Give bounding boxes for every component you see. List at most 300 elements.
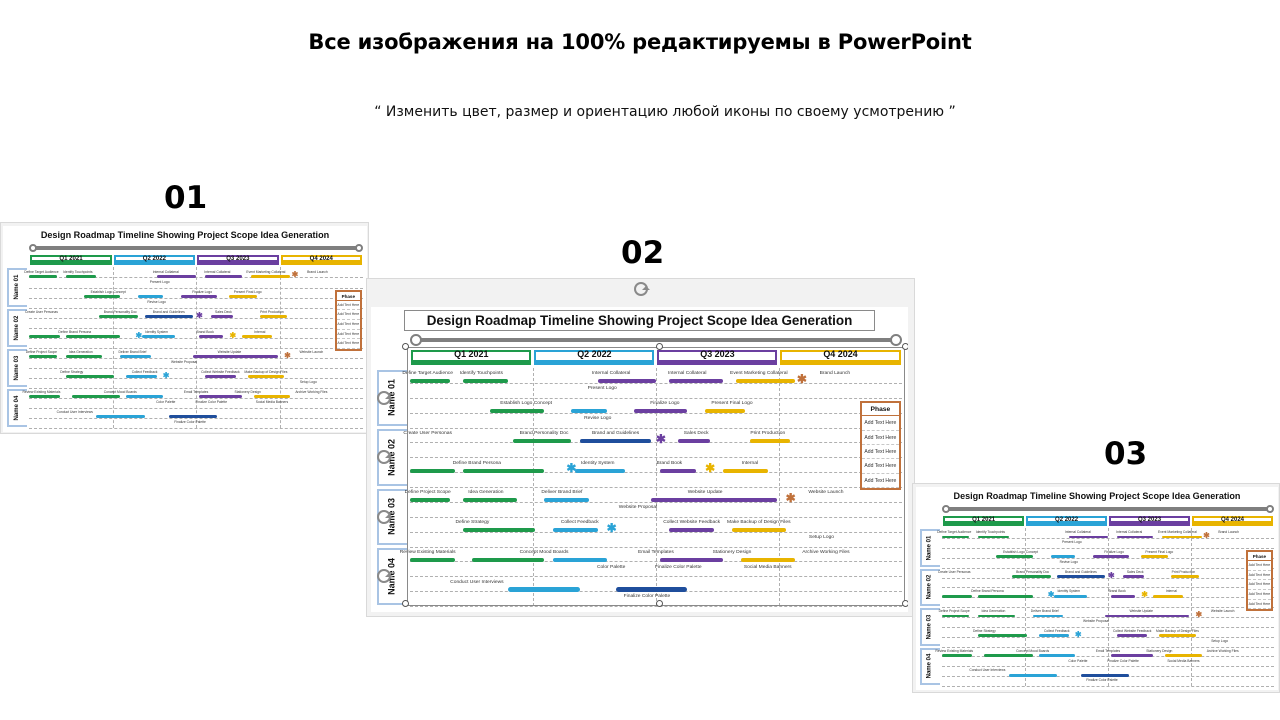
roadmap-slide (3, 226, 367, 432)
row-label-2: Name 02 (386, 438, 397, 476)
task-bar[interactable] (205, 375, 235, 378)
row-label-2: Name 02 (927, 574, 934, 600)
phase-item: Add Text Here (337, 330, 360, 340)
milestone-marker: ✱ (705, 461, 716, 476)
milestone-marker: ✱ (1074, 629, 1082, 639)
task-bar[interactable] (29, 335, 59, 338)
task-bar[interactable] (978, 595, 1032, 598)
quarter-header-4[interactable]: Q4 2024 (281, 255, 362, 265)
task-bar[interactable] (984, 654, 1032, 657)
task-bar[interactable] (66, 275, 96, 278)
row-label-4: Name 04 (14, 395, 21, 421)
milestone-marker: ✱ (135, 330, 143, 340)
row-label-3: Name 03 (386, 498, 397, 536)
task-label: Finalize Color Palette (623, 594, 671, 600)
phase-item: Add Text Here (337, 310, 360, 320)
slide-title: Все изображения на 100% редактируемы в PowerPoint (308, 30, 972, 54)
task-label: Internal (254, 329, 266, 334)
timeline-start-cap (29, 244, 37, 252)
task-label: Create User Personas (24, 309, 58, 314)
milestone-marker: ✱ (284, 350, 291, 360)
phase-title: Phase (1248, 552, 1271, 561)
task-label: Archive Working Files (802, 549, 850, 555)
task-label: Present Final Logo (1145, 550, 1174, 555)
milestone-marker: ✱ (162, 370, 170, 380)
task-label: Collect Feedback (560, 520, 599, 526)
task-label: Present Final Logo (711, 401, 753, 407)
task-label: Internal (1165, 589, 1177, 594)
task-label: Establish Logo Concept (500, 401, 553, 407)
phase-item: Add Text Here (1248, 590, 1271, 600)
phase-item: Add Text Here (862, 459, 898, 473)
task-label: Revise Logo (147, 299, 166, 304)
task-bar[interactable] (66, 335, 121, 338)
task-bar[interactable] (199, 335, 223, 338)
task-bar[interactable] (1141, 555, 1168, 558)
task-label: Idea Generation (68, 349, 93, 354)
task-label: Brand Launch (1218, 530, 1240, 535)
task-bar[interactable] (99, 315, 138, 318)
phase-item: Add Text Here (337, 339, 360, 349)
quarter-header-4[interactable]: Q4 2024 (780, 350, 900, 365)
variant-card-03[interactable] (912, 483, 1280, 693)
task-label: Setup Logo (299, 379, 317, 384)
task-bar[interactable] (205, 275, 241, 278)
grid-hline (942, 666, 1274, 667)
task-bar[interactable] (126, 375, 156, 378)
task-label: Present Final Logo (233, 289, 262, 294)
task-label: Establish Logo Concept (90, 289, 126, 294)
task-bar[interactable] (157, 275, 196, 278)
selection-handle[interactable] (902, 600, 908, 607)
task-bar[interactable] (942, 654, 972, 657)
milestone-marker: ✱ (655, 431, 666, 446)
milestone-marker: ✱ (1203, 531, 1210, 541)
task-label: Print Production (260, 309, 284, 314)
task-label: Identity System (1057, 589, 1081, 594)
task-label: Deliver Brand Brief (1030, 609, 1059, 614)
rotate-handle-icon[interactable] (377, 510, 391, 524)
milestone-marker: ✱ (291, 270, 299, 280)
quarter-header-3[interactable]: Q3 2023 (197, 255, 278, 265)
grid-hline (942, 538, 1274, 539)
quarter-header-1[interactable]: Q1 2021 (411, 350, 531, 365)
grid-hline (29, 408, 363, 409)
task-label: Conduct User Interviews (450, 579, 504, 585)
grid-hline (942, 568, 1274, 569)
task-bar[interactable] (996, 555, 1032, 558)
variant-number-03: 03 (1104, 436, 1148, 472)
quarter-header-3[interactable]: Q3 2023 (1109, 516, 1190, 526)
timeline-end-cap (1266, 505, 1274, 513)
timeline-end-cap (355, 244, 363, 252)
task-bar[interactable] (84, 295, 120, 298)
milestone-marker: ✱ (566, 461, 577, 476)
task-label: Identify Touchpoints (63, 269, 93, 274)
task-bar[interactable] (942, 595, 972, 598)
task-bar[interactable] (126, 395, 162, 398)
task-label: Make Backup of Design Files (727, 520, 791, 526)
grid-hline (29, 288, 363, 289)
task-label: Social Media Banners (255, 400, 289, 405)
grid-hline (942, 607, 1274, 608)
task-label: Identify Touchpoints (459, 371, 503, 377)
grid-hline (29, 388, 363, 389)
roadmap-title: Design Roadmap Timeline Showing Project Scope Idea Generation (426, 312, 853, 328)
task-label: Website Launch (299, 349, 324, 354)
task-label: Website Update (687, 490, 723, 496)
task-bar[interactable] (66, 375, 115, 378)
phase-box (335, 290, 362, 352)
task-label: Print Production (750, 430, 786, 436)
task-label: Present Logo (587, 386, 617, 392)
task-bar[interactable] (1165, 654, 1201, 657)
task-label: Email Templates (1095, 648, 1121, 653)
task-label: Setup Logo (808, 534, 835, 540)
task-label: Brand Personality Doc (519, 430, 569, 436)
task-bar[interactable] (199, 395, 241, 398)
task-bar[interactable] (29, 395, 59, 398)
selection-handle[interactable] (656, 600, 663, 607)
task-label: Collect Website Feedback (663, 520, 721, 526)
task-bar[interactable] (1057, 575, 1105, 578)
task-label: Collect Website Feedback (1112, 628, 1152, 633)
task-label: Internal Collateral (1116, 530, 1143, 535)
task-bar[interactable] (1093, 555, 1129, 558)
variant-card-01[interactable] (0, 222, 369, 434)
task-label: Color Palette (156, 400, 176, 405)
timeline-end-cap (890, 334, 902, 346)
task-label: Define Project Scope (25, 349, 58, 354)
task-bar[interactable] (1012, 575, 1051, 578)
task-label: Finalize Logo (192, 289, 213, 294)
grid-hline (29, 308, 363, 309)
task-bar[interactable] (251, 275, 290, 278)
grid-hline (942, 686, 1274, 687)
roadmap-title: Design Roadmap Timeline Showing Project Scope Idea Generation (40, 230, 330, 241)
task-label: Brand Launch (307, 269, 328, 274)
task-bar[interactable] (1081, 674, 1129, 677)
task-label: Conduct User Interviews (56, 410, 93, 415)
phase-box (1246, 550, 1273, 611)
task-bar[interactable] (1117, 634, 1147, 637)
task-bar[interactable] (1171, 575, 1198, 578)
grid-hline (942, 617, 1274, 618)
task-bar[interactable] (96, 415, 145, 418)
task-label: Define Strategy (455, 520, 490, 526)
task-label: Finalize Color Palette (1107, 658, 1139, 663)
task-label: Define Target Audience (24, 269, 59, 274)
task-bar[interactable] (1123, 575, 1144, 578)
task-label: Collect Feedback (131, 369, 158, 374)
task-bar[interactable] (145, 315, 194, 318)
task-label: Define Target Audience (937, 530, 972, 535)
phase-item: Add Text Here (337, 301, 360, 311)
task-label: Event Marketing Collateral (730, 371, 788, 377)
variant-number-01: 01 (164, 180, 208, 216)
task-label: Website Launch (1210, 609, 1235, 614)
task-label: Define Strategy (60, 369, 84, 374)
phase-item: Add Text Here (1248, 600, 1271, 610)
task-label: Website Proposal (618, 505, 658, 511)
milestone-marker: ✱ (1195, 610, 1203, 620)
milestone-marker: ✱ (785, 491, 796, 506)
task-label: Brand Personality Doc (103, 309, 137, 314)
task-label: Archive Working Files (295, 390, 328, 394)
phase-item: Add Text Here (862, 445, 898, 459)
task-label: Internal Collateral (204, 269, 231, 274)
task-label: Brand Book (196, 329, 214, 334)
grid-hline (29, 418, 363, 419)
task-label: Internal Collateral (152, 269, 179, 274)
task-label: Internal (741, 460, 759, 466)
task-label: Establish Logo Concept (1003, 550, 1039, 555)
task-label: Deliver Brand Brief (118, 349, 147, 354)
grid-hline (29, 368, 363, 369)
task-bar[interactable] (169, 415, 218, 418)
task-bar[interactable] (72, 395, 121, 398)
task-bar[interactable] (248, 375, 284, 378)
task-label: Define Brand Persona (58, 329, 92, 334)
task-bar[interactable] (1153, 595, 1183, 598)
task-label: Print Production (1171, 569, 1196, 574)
task-bar[interactable] (1051, 555, 1075, 558)
phase-item: Add Text Here (1248, 561, 1271, 571)
task-bar[interactable] (1111, 595, 1135, 598)
grid-hline (410, 606, 902, 607)
grid-hline (942, 647, 1274, 648)
task-label: Brand and Guidelines (1064, 569, 1097, 574)
task-label: Review Existing Materials (399, 549, 456, 555)
phase-item: Add Text Here (1248, 580, 1271, 590)
row-label-3: Name 03 (14, 355, 21, 381)
task-label: Website Update (1129, 609, 1153, 614)
grid-hline (29, 348, 363, 349)
task-label: Event Marketing Collateral (1158, 530, 1197, 535)
row-label-3: Name 03 (927, 614, 934, 640)
task-label: Idea Generation (468, 490, 504, 496)
task-label: Brand and Guidelines (592, 430, 640, 436)
grid-hline (942, 548, 1274, 549)
quarter-header-2[interactable]: Q2 2022 (534, 350, 654, 365)
task-bar[interactable] (1111, 654, 1153, 657)
row-label-1: Name 01 (927, 535, 934, 561)
quarter-header-2[interactable]: Q2 2022 (114, 255, 195, 265)
row-label-4: Name 04 (386, 557, 397, 595)
task-label: Make Backup of Design Files (244, 369, 288, 374)
milestone-marker: ✱ (796, 372, 807, 387)
task-bar[interactable] (1039, 654, 1075, 657)
phase-item: Add Text Here (862, 431, 898, 445)
task-label: Finalize Color Palette (195, 400, 228, 405)
quarter-header-1[interactable]: Q1 2021 (30, 255, 111, 265)
task-label: Email Templates (183, 390, 209, 394)
task-label: Internal Collateral (1064, 530, 1091, 535)
milestone-marker: ✱ (196, 310, 203, 320)
task-bar[interactable] (1159, 634, 1195, 637)
selection-handle[interactable] (902, 343, 908, 350)
task-label: Revise Logo (1059, 559, 1079, 564)
task-label: Sales Deck (683, 430, 709, 436)
phase-item: Add Text Here (862, 416, 898, 430)
task-label: Make Backup of Design Files (1155, 628, 1199, 633)
task-label: Present Logo (149, 279, 170, 284)
task-bar[interactable] (978, 634, 1026, 637)
grid-hline (942, 587, 1274, 588)
phase-title: Phase (337, 292, 360, 301)
task-bar[interactable] (229, 295, 256, 298)
task-label: Define Project Scope (404, 490, 451, 496)
milestone-marker: ✱ (606, 520, 617, 535)
milestone-marker: ✱ (229, 330, 237, 340)
task-bar[interactable] (1039, 634, 1069, 637)
task-label: Brand Book (656, 460, 683, 466)
phase-item: Add Text Here (862, 474, 898, 488)
task-bar[interactable] (66, 355, 102, 358)
task-label: Event Marketing Collateral (246, 269, 286, 274)
task-label: Sales Deck (1126, 569, 1144, 574)
task-label: Define Project Scope (938, 609, 970, 614)
quarter-header-2[interactable]: Q2 2022 (1026, 516, 1107, 526)
task-bar[interactable] (120, 355, 150, 358)
task-label: Create User Personas (937, 569, 971, 574)
rotate-handle-icon[interactable] (377, 391, 391, 405)
task-label: Conduct User Interviews (969, 668, 1006, 673)
task-label: Deliver Brand Brief (541, 490, 583, 496)
task-bar[interactable] (1105, 615, 1189, 618)
timeline-arrow (942, 505, 1274, 513)
selection-handle[interactable] (656, 343, 663, 350)
task-label: Website Proposal (1083, 619, 1109, 624)
task-label: Finalize Logo (650, 401, 680, 407)
task-label: Collect Website Feedback (201, 369, 240, 374)
row-label-1: Name 01 (14, 275, 21, 300)
task-label: Sales Deck (214, 309, 232, 314)
task-bar[interactable] (942, 615, 969, 618)
timeline-bar (416, 338, 896, 342)
task-label: Identify Touchpoints (975, 530, 1006, 535)
task-label: Review Existing Materials (22, 390, 61, 394)
task-label: Stationery Design (234, 390, 261, 394)
phase-item: Add Text Here (1248, 571, 1271, 581)
grid-hline (29, 428, 363, 429)
task-label: Stationery Design (1146, 648, 1173, 653)
task-label: Setup Logo (1211, 638, 1229, 643)
timeline-bar (946, 507, 1270, 511)
slide-subtitle: “ Изменить цвет, размер и ориентацию любой иконы по своему усмотрению ” (374, 104, 956, 120)
task-label: Define Target Audience (402, 371, 453, 377)
roadmap-title: Design Roadmap Timeline Showing Project Scope Idea Generation (953, 491, 1241, 502)
timeline-arrow (29, 244, 363, 252)
task-label: Archive Working Files (1206, 648, 1239, 653)
task-label: Finalize Logo (1104, 550, 1124, 555)
task-bar[interactable] (29, 275, 56, 278)
task-label: Brand Launch (819, 371, 851, 377)
task-label: Brand Book (1108, 589, 1126, 594)
milestone-marker: ✱ (1047, 590, 1055, 600)
task-label: Review Existing Materials (935, 648, 974, 653)
task-label: Idea Generation (981, 609, 1006, 614)
roadmap-slide (371, 307, 908, 612)
quarter-header-1[interactable]: Q1 2021 (943, 516, 1024, 526)
task-label: Stationery Design (712, 549, 752, 555)
task-label: Social Media Banners (743, 564, 792, 570)
quarter-header-3[interactable]: Q3 2023 (657, 350, 777, 365)
selection-box (407, 347, 905, 606)
task-label: Internal Collateral (591, 371, 631, 377)
row-label-4: Name 04 (927, 653, 934, 679)
variant-card-02[interactable] (366, 278, 915, 617)
task-label: Define Brand Persona (971, 589, 1004, 594)
milestone-marker: ✱ (1141, 590, 1148, 600)
task-label: Color Palette (1068, 658, 1088, 663)
timeline-start-cap (942, 505, 950, 513)
task-label: Identity System (580, 460, 615, 466)
task-bar[interactable] (193, 355, 278, 358)
task-label: Concept Mood Boards (1016, 648, 1050, 653)
timeline-bar (33, 246, 359, 250)
task-label: Brand and Guidelines (152, 309, 185, 314)
task-label: Concept Mood Boards (519, 549, 569, 555)
task-bar[interactable] (242, 335, 272, 338)
row-label-1: Name 01 (386, 379, 397, 417)
task-label: Website Launch (808, 490, 844, 496)
title-selection-box (404, 310, 875, 331)
task-label: Finalize Color Palette (654, 564, 702, 570)
grid-hline (29, 328, 363, 329)
task-label: Internal Collateral (668, 371, 707, 377)
task-label: Color Palette (596, 564, 626, 570)
task-bar[interactable] (1033, 615, 1063, 618)
task-bar[interactable] (181, 295, 217, 298)
task-bar[interactable] (1054, 595, 1087, 598)
task-label: Create User Personas (403, 430, 452, 436)
task-label: Collect Feedback (1043, 628, 1070, 633)
task-label: Email Templates (637, 549, 674, 555)
task-bar[interactable] (260, 315, 287, 318)
task-label: Identity System (145, 329, 169, 334)
task-label: Define Brand Persona (452, 460, 502, 466)
quarter-header-4[interactable]: Q4 2024 (1192, 516, 1273, 526)
task-bar[interactable] (142, 335, 175, 338)
variant-number-02: 02 (621, 235, 665, 271)
task-bar[interactable] (211, 315, 232, 318)
task-label: Finalize Color Palette (174, 420, 206, 425)
task-label: Concept Mood Boards (103, 390, 137, 394)
timeline-start-cap (410, 334, 422, 346)
task-bar[interactable] (254, 395, 290, 398)
task-label: Brand Personality Doc (1016, 569, 1050, 574)
row-label-2: Name 02 (14, 315, 21, 341)
task-label: Social Media Banners (1167, 658, 1200, 663)
task-label: Website Update (217, 349, 242, 354)
task-label: Revise Logo (584, 416, 612, 422)
roadmap-slide (916, 487, 1278, 690)
task-bar[interactable] (138, 295, 162, 298)
task-label: Define Strategy (972, 628, 996, 633)
milestone-marker: ✱ (1108, 570, 1115, 580)
task-label: Website Proposal (170, 359, 197, 364)
task-bar[interactable] (978, 615, 1014, 618)
task-bar[interactable] (29, 355, 56, 358)
task-label: Finalize Color Palette (1086, 678, 1118, 683)
task-bar[interactable] (1009, 674, 1057, 677)
phase-title: Phase (862, 403, 898, 416)
phase-item: Add Text Here (337, 320, 360, 330)
rotate-handle-icon[interactable] (634, 282, 648, 296)
task-label: Present Logo (1061, 540, 1082, 545)
grid-hline (942, 627, 1274, 628)
